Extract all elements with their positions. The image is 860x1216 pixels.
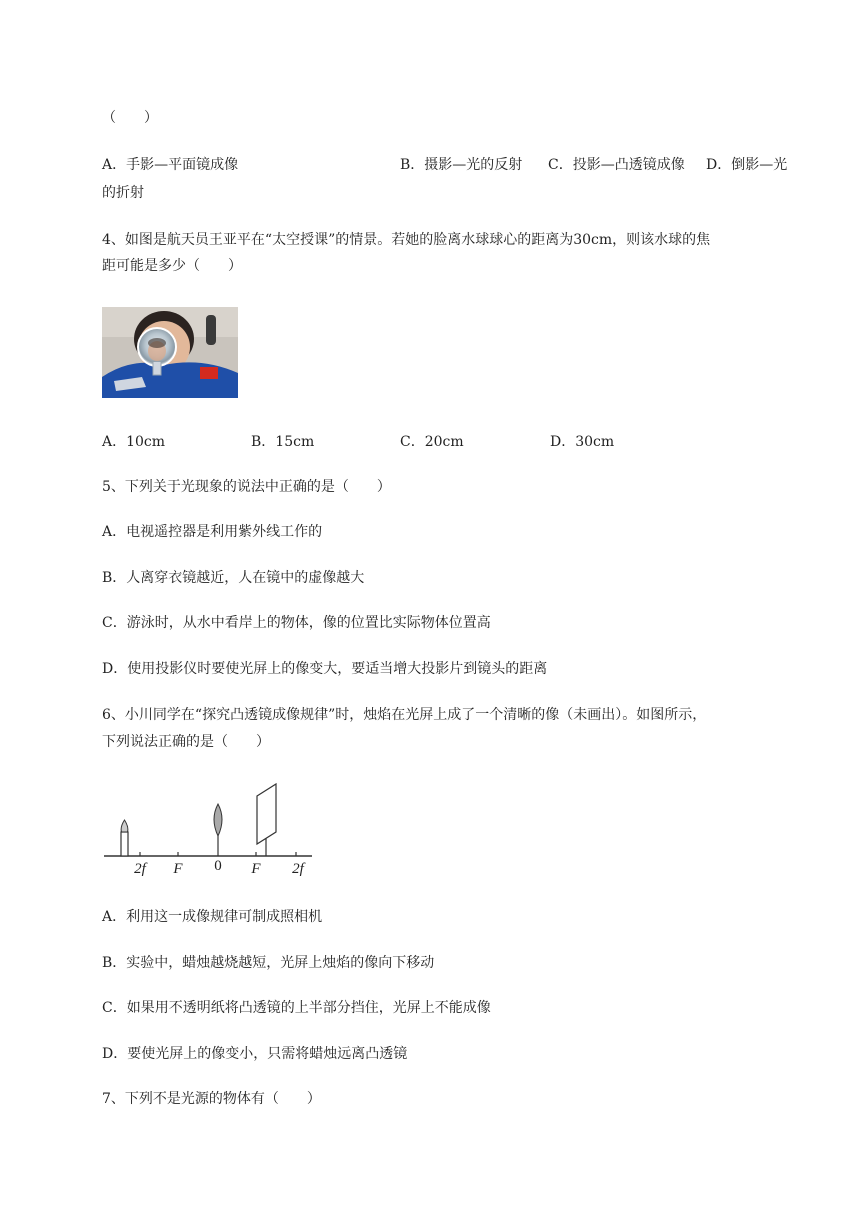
q5-option-b: B．人离穿衣镜越近，人在镜中的虚像越大 — [102, 570, 365, 586]
q4-stem-line1: 4、如图是航天员王亚平在“太空授课”的情景。若她的脸离水球球心的距离为30cm，则该水球的焦 — [102, 232, 711, 248]
q3-option-c: C．投影—凸透镜成像 — [548, 157, 685, 173]
convex-lens — [214, 804, 222, 836]
astronaut-water-ball-photo — [102, 307, 238, 398]
q6-option-d: D．要使光屏上的像变小，只需将蜡烛远离凸透镜 — [102, 1046, 408, 1062]
convex-lens-diagram — [100, 776, 320, 880]
q4-option-c: C．20cm — [400, 434, 464, 450]
q5-option-a: A．电视遥控器是利用紫外线工作的 — [102, 524, 323, 540]
photo-illustration — [102, 307, 238, 398]
q6-option-c: C．如果用不透明纸将凸透镜的上半部分挡住，光屏上不能成像 — [102, 1000, 491, 1016]
q6-option-a: A．利用这一成像规律可制成照相机 — [102, 909, 323, 925]
q6-stem-line1: 6、小川同学在“探究凸透镜成像规律”时，烛焰在光屏上成了一个清晰的像（未画出）。如图所示， — [102, 707, 707, 723]
q3-option-a: A．手影—平面镜成像 — [102, 157, 239, 173]
label-2f-right: 2f — [292, 861, 304, 877]
candle — [121, 832, 128, 856]
q3-option-d-wrap: 的折射 — [102, 185, 144, 201]
q7-stem: 7、下列不是光源的物体有（ ） — [102, 1091, 321, 1107]
q4-option-b: B．15cm — [251, 434, 315, 450]
q6-option-b: B．实验中，蜡烛越烧越短，光屏上烛焰的像向下移动 — [102, 955, 435, 971]
q4-option-d: D．30cm — [550, 434, 615, 450]
lens-diagram-svg — [100, 776, 320, 880]
q5-option-c: C．游泳时，从水中看岸上的物体，像的位置比实际物体位置高 — [102, 615, 491, 631]
q6-stem-line2: 下列说法正确的是（ ） — [102, 734, 270, 750]
light-screen — [257, 784, 276, 844]
label-origin: 0 — [214, 858, 222, 874]
q3-option-b: B．摄影—光的反射 — [400, 157, 523, 173]
q5-stem: 5、下列关于光现象的说法中正确的是（ ） — [102, 479, 391, 495]
q4-option-a: A．10cm — [102, 434, 166, 450]
q4-stem-line2: 距可能是多少（ ） — [102, 258, 242, 274]
label-f-right: F — [251, 861, 261, 877]
label-f-left: F — [173, 861, 183, 877]
candle-flame — [121, 820, 128, 832]
q3-option-d: D．倒影—光 — [706, 157, 788, 173]
q3-answer-paren: （ ） — [102, 110, 158, 126]
q5-option-d: D．使用投影仪时要使光屏上的像变大，要适当增大投影片到镜头的距离 — [102, 661, 548, 677]
label-2f-left: 2f — [134, 861, 146, 877]
